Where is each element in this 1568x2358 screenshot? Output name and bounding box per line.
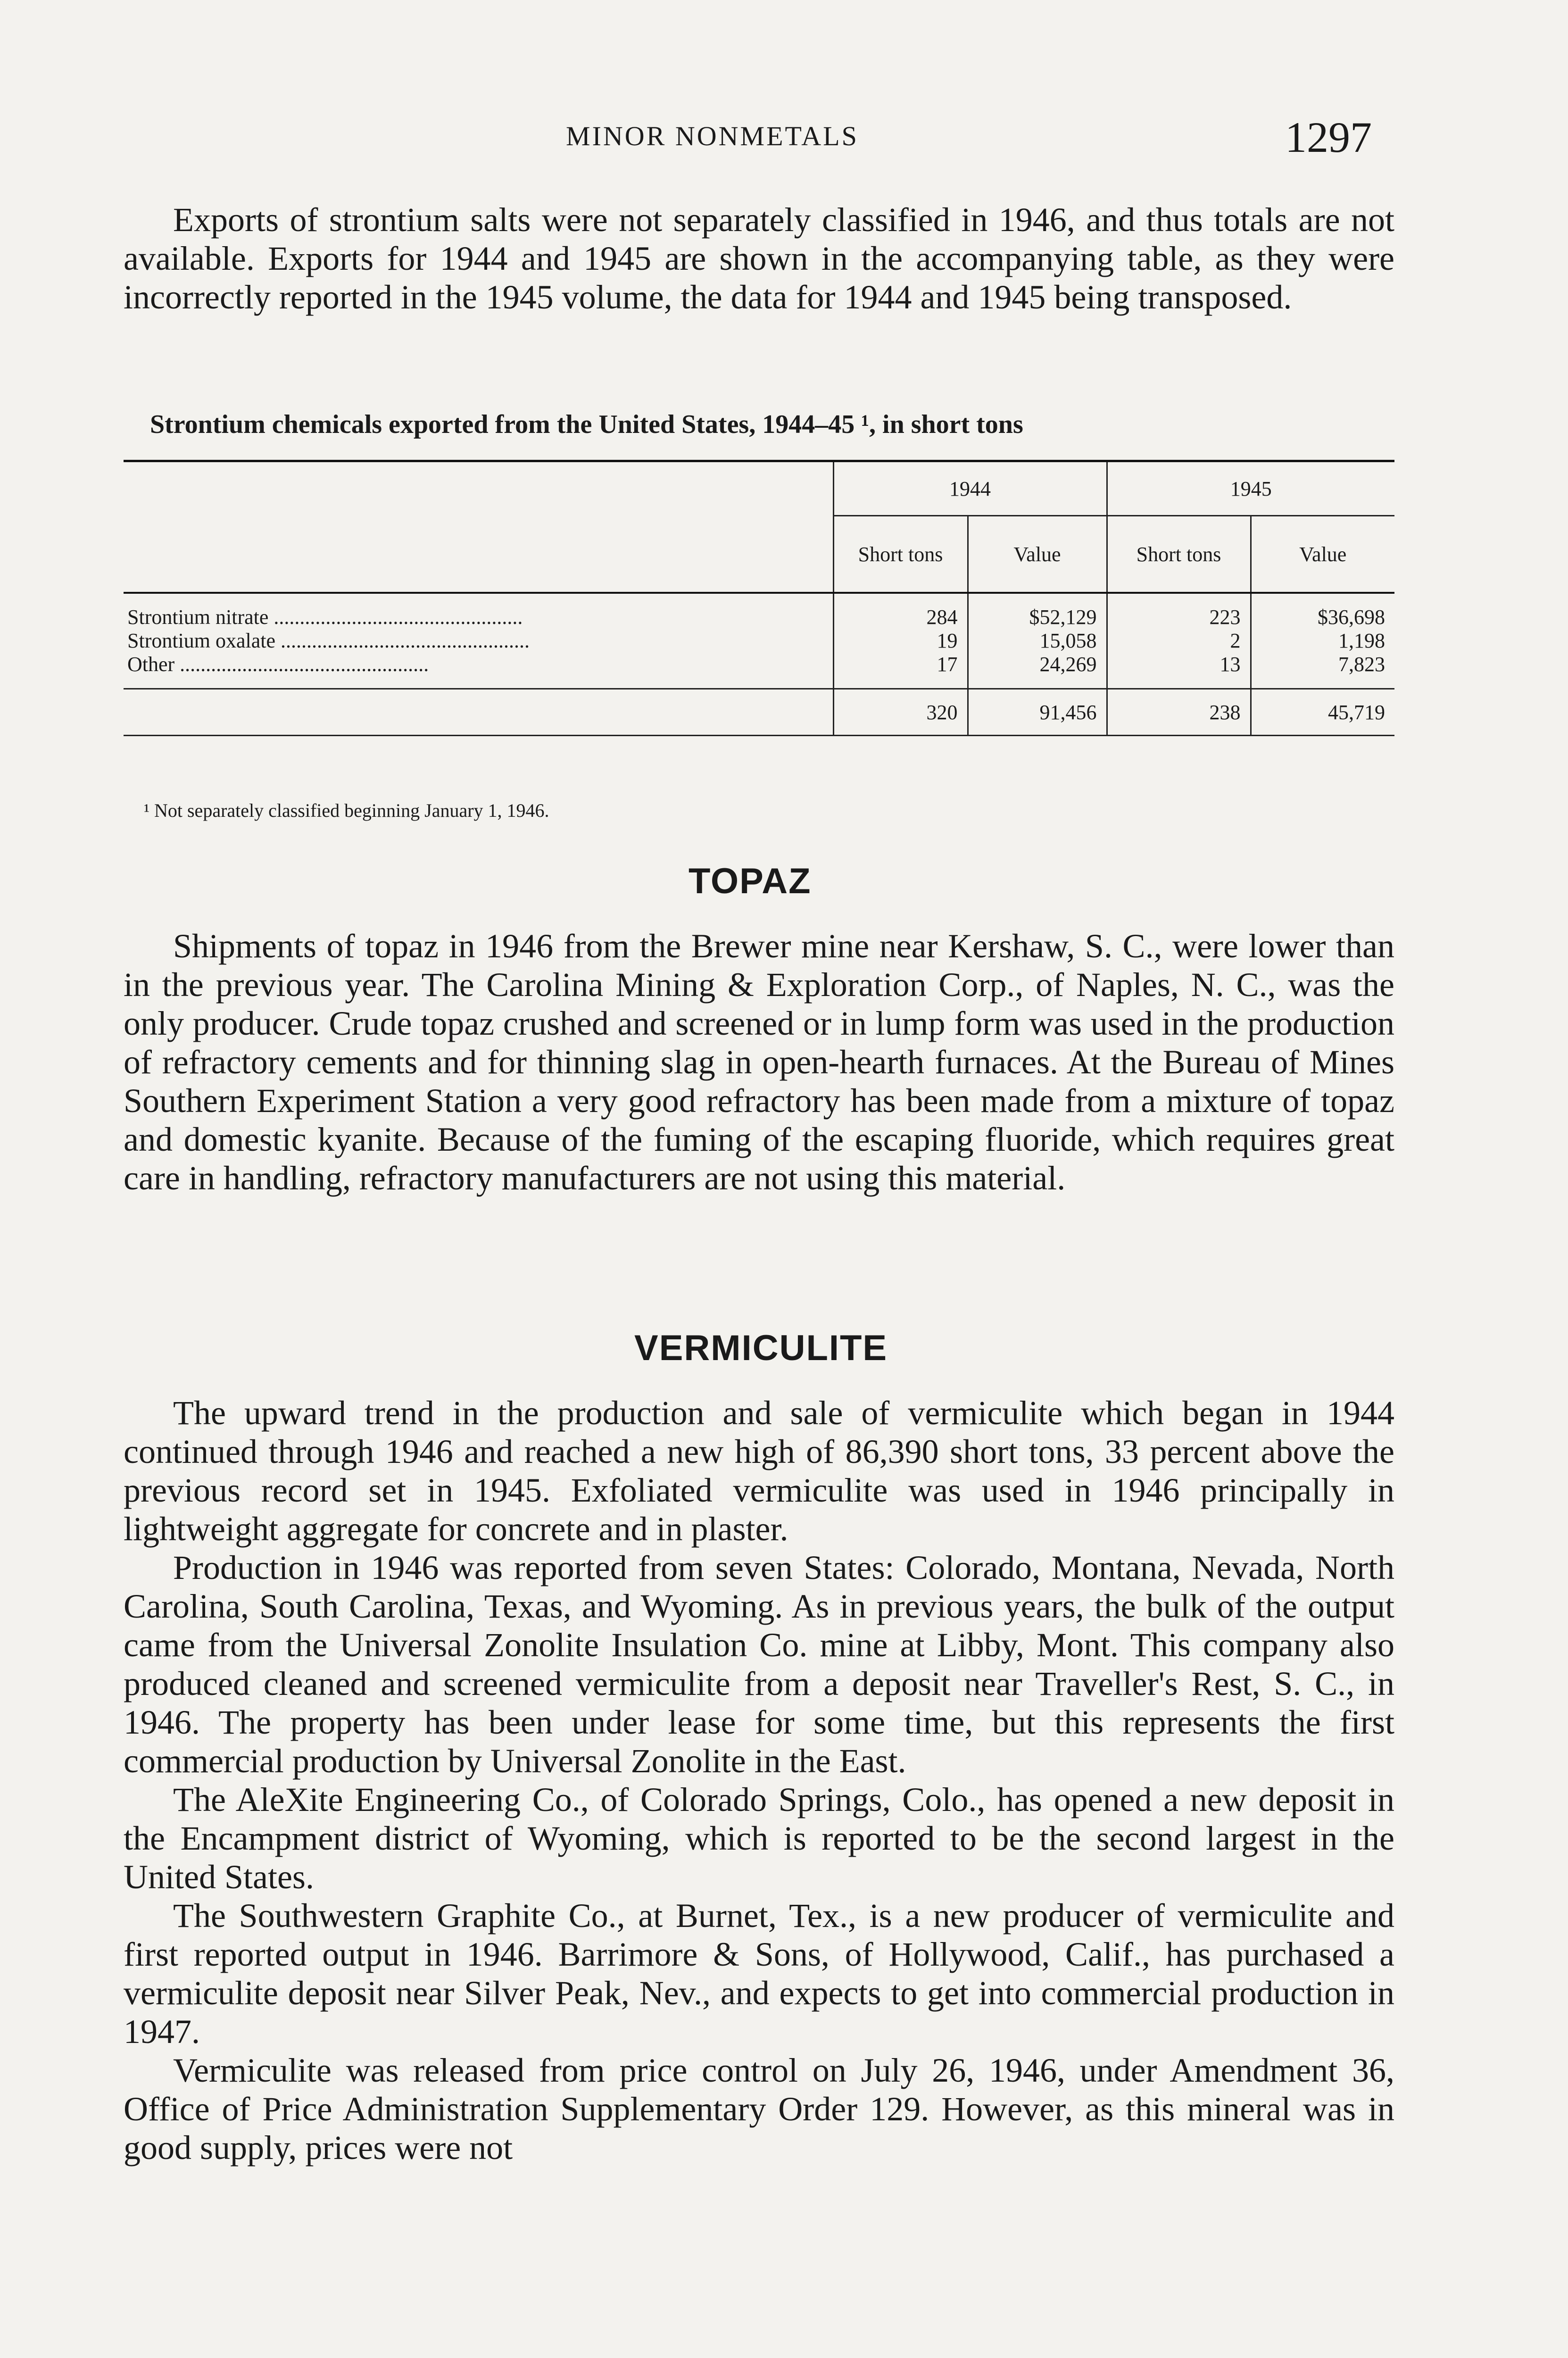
total-short-tons-1944: 320 [833, 689, 968, 736]
table-row [124, 629, 1394, 653]
stub-header [124, 461, 833, 593]
cell-short-tons-1945: 223 [1107, 593, 1251, 629]
vermiculite-paragraph: Vermiculite was released from price control on July 26, 1946, under Amendment 36, Office of Price Administration Supplementary Order 129. However, as this mineral was in good supply, prices were not [124, 2051, 1394, 2167]
cell-value-1944: $52,129 [968, 593, 1107, 629]
vermiculite-paragraph: Production in 1946 was reported from seven States: Colorado, Montana, Nevada, North Carolina, South Carolina, Texas, and Wyoming. As in previous years, the bulk of the output came from the Universal Zonolite Insulation Co. mine at Libby, Mont. This company also produced cleaned and screened vermiculite from a deposit near Traveller's Rest, S. C., in 1946. The property has been under lease for some time, but this represents the first commercial production by Universal Zonolite in the East. [124, 1549, 1394, 1780]
col-value-1944: Value [968, 516, 1107, 593]
row-label: Other ................................................ [127, 653, 429, 676]
cell-value-1944: 24,269 [968, 653, 1107, 689]
running-head: MINOR NONMETALS [566, 121, 859, 151]
cell-short-tons-1945: 2 [1107, 629, 1251, 653]
col-value-1945: Value [1251, 516, 1394, 593]
table-title: Strontium chemicals exported from the United States, 1944–45 ¹, in short tons [150, 410, 1023, 439]
cell-short-tons-1944: 19 [833, 629, 968, 653]
cell-short-tons-1945: 13 [1107, 653, 1251, 689]
vermiculite-section [124, 1394, 1394, 2167]
cell-short-tons-1944: 17 [833, 653, 968, 689]
total-value-1945: 45,719 [1251, 689, 1394, 736]
cell-value-1945: 7,823 [1251, 653, 1394, 689]
table-footnote: ¹ Not separately classified beginning January 1, 1946. [144, 800, 549, 821]
row-label: Strontium oxalate ................................................ [127, 629, 530, 652]
cell-value-1945: $36,698 [1251, 593, 1394, 629]
intro-paragraph: Exports of strontium salts were not separately classified in 1946, and thus totals are not available. Exports for 1944 and 1945 are shown in the accompanying table, as they were incorrectly reported in the 1945 volume, the data for 1944 and 1945 being transposed. [124, 201, 1394, 316]
vermiculite-paragraph: The upward trend in the production and sale of vermiculite which began in 1944 continued through 1946 and reached a new high of 86,390 short tons, 33 percent above the previous record set in 1945. Exfoliated vermiculite was used in 1946 principally in lightweight aggregate for concrete and in plaster. [124, 1394, 1394, 1548]
intro-paragraph-block [124, 200, 1394, 316]
vermiculite-paragraph: The Southwestern Graphite Co., at Burnet, Tex., is a new producer of vermiculite and first reported output in 1946. Barrimore & Sons, of Hollywood, Calif., has purchased a vermiculite deposit near Silver Peak, Nev., and expects to get into commercial production in 1947. [124, 1897, 1394, 2051]
cell-value-1945: 1,198 [1251, 629, 1394, 653]
page-number: 1297 [1285, 113, 1372, 161]
year-header-1945: 1945 [1107, 461, 1394, 516]
col-short-tons-1945: Short tons [1107, 516, 1251, 593]
table-total-row [124, 689, 1394, 736]
strontium-exports-table [124, 460, 1394, 736]
table-row [124, 593, 1394, 629]
total-value-1944: 91,456 [968, 689, 1107, 736]
cell-value-1944: 15,058 [968, 629, 1107, 653]
year-header-1944: 1944 [833, 461, 1107, 516]
vermiculite-heading: VERMICULITE [634, 1328, 888, 1368]
cell-short-tons-1944: 284 [833, 593, 968, 629]
total-short-tons-1945: 238 [1107, 689, 1251, 736]
topaz-section [124, 927, 1394, 1197]
vermiculite-paragraph: The AleXite Engineering Co., of Colorado Springs, Colo., has opened a new deposit in the Encampment district of Wyoming, which is reported to be the second largest in the United States. [124, 1781, 1394, 1896]
topaz-heading: TOPAZ [689, 861, 812, 901]
topaz-paragraph: Shipments of topaz in 1946 from the Brewer mine near Kershaw, S. C., were lower than in the previous year. The Carolina Mining & Exploration Corp., of Naples, N. C., was the only producer. Crude topaz crushed and screened or in lump form was used in the production of refractory cements and for thinning slag in open-hearth furnaces. At the Bureau of Mines Southern Experiment Station a very good refractory has been made from a mixture of topaz and domestic kyanite. Because of the fuming of the escaping fluoride, which requires great care in handling, refractory manufacturers are not using this material. [124, 927, 1394, 1197]
total-label [124, 689, 833, 736]
row-label: Strontium nitrate ................................................ [127, 606, 523, 629]
table-row [124, 653, 1394, 689]
col-short-tons-1944: Short tons [833, 516, 968, 593]
